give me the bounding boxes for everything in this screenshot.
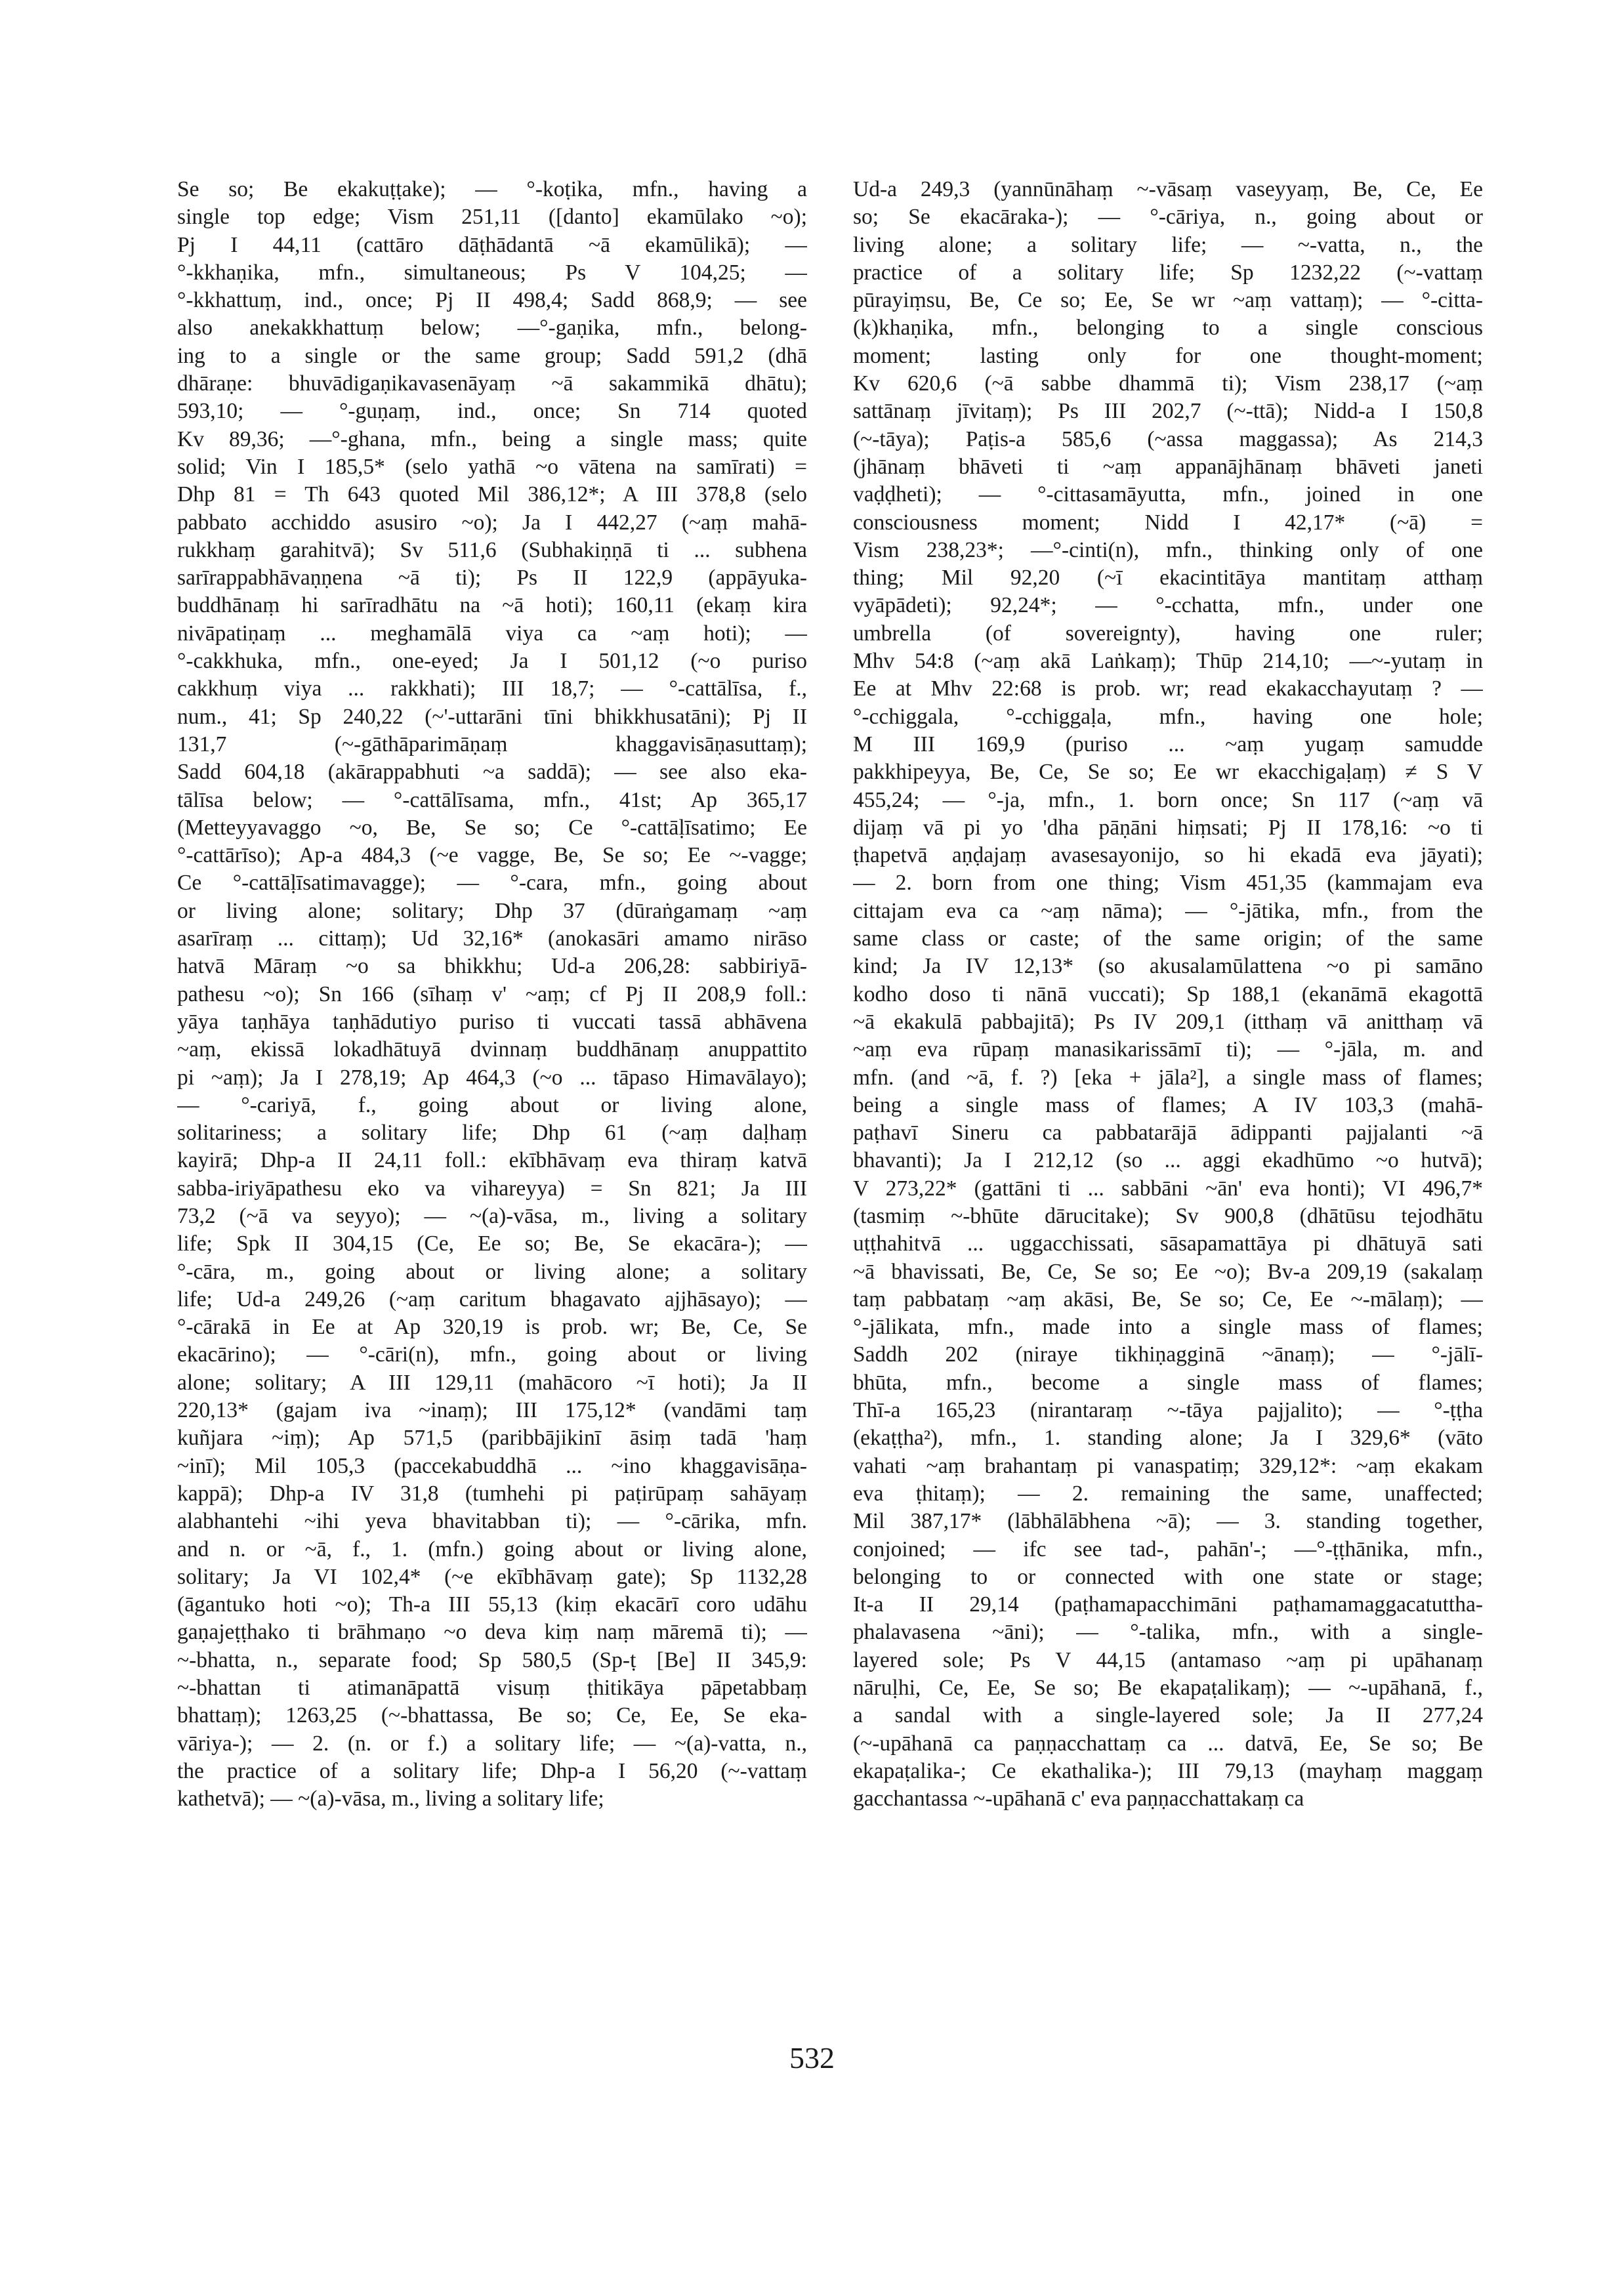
right-column-line: pakkhipeyya, Be, Ce, Se so; Ee wr ekacchigaḷaṃ) ≠ S V	[853, 760, 1483, 785]
left-column-line: solitary; Ja VI 102,4* (~e ekībhāvaṃ gate); Sp 1132,28	[177, 1564, 807, 1589]
left-column-line: single top edge; Vism 251,11 ([danto] ekamūlako ~o);	[177, 205, 807, 230]
right-column-line: Mhv 54:8 (~aṃ akā Laṅkaṃ); Thūp 214,10; —~-yutaṃ in	[853, 649, 1483, 674]
left-column-line: — °-cariyā, f., going about or living alone,	[177, 1092, 807, 1117]
left-column-line: pathesu ~o); Sn 166 (sīhaṃ v' ~aṃ; cf Pj II 208,9 foll.:	[177, 982, 807, 1006]
left-column-line: solitariness; a solitary life; Dhp 61 (~aṃ daḷhaṃ	[177, 1121, 807, 1146]
right-column-line: bhavanti); Ja I 212,12 (so ... aggi ekadhūmo ~o hutvā);	[853, 1148, 1483, 1173]
right-column-line: paṭhavī Sineru ca pabbatarājā ādippanti pajjalanti ~ā	[853, 1121, 1483, 1146]
left-column-line: life; Spk II 304,15 (Ce, Ee so; Be, Se ekacāra-); —	[177, 1231, 807, 1256]
left-column-line: 593,10; — °-guṇaṃ, ind., once; Sn 714 quoted	[177, 399, 807, 424]
right-column-line: ~ā ekakulā pabbajitā); Ps IV 209,1 (itthaṃ vā anitthaṃ vā	[853, 1009, 1483, 1034]
right-column-line: (ekaṭṭha²), mfn., 1. standing alone; Ja I 329,6* (vāto	[853, 1426, 1483, 1451]
right-column-line: cittajam eva ca ~aṃ nāma); — °-jātika, mfn., from the	[853, 898, 1483, 923]
right-column-line: Kv 620,6 (~ā sabbe dhammā ti); Vism 238,17 (~aṃ	[853, 371, 1483, 396]
right-column-line: (~-upāhanā ca paṇṇacchattaṃ ca ... datvā, Ee, Se so; Be	[853, 1731, 1483, 1756]
left-column-line: °-cāra, m., going about or living alone; a solitary	[177, 1259, 807, 1284]
right-column-line: (tasmiṃ ~-bhūte dārucitake); Sv 900,8 (dhātūsu tejodhātu	[853, 1203, 1483, 1228]
right-column-line: phalavasena ~āni); — °-talika, mfn., with a single-	[853, 1620, 1483, 1645]
right-column-line: (k)khaṇika, mfn., belonging to a single conscious	[853, 316, 1483, 341]
right-column-line: being a single mass of flames; A IV 103,3 (mahā-	[853, 1092, 1483, 1117]
right-column-line: belonging to or connected with one state or stage;	[853, 1564, 1483, 1589]
right-column-line: thing; Mil 92,20 (~ī ekacintitāya mantitaṃ atthaṃ	[853, 566, 1483, 590]
left-column-line: (Metteyyavaggo ~o, Be, Se so; Ce °-cattāḷīsatimo; Ee	[177, 815, 807, 840]
left-column-line: bhattaṃ); 1263,25 (~-bhattassa, Be so; Ce, Ee, Se eka-	[177, 1703, 807, 1728]
right-column-line: V 273,22* (gattāni ti ... sabbāni ~ān' eva honti); VI 496,7*	[853, 1176, 1483, 1201]
left-column-line: vāriya-); — 2. (n. or f.) a solitary life; — ~(a)-vatta, n.,	[177, 1731, 807, 1756]
right-column-line: so; Se ekacāraka-); — °-cāriya, n., going about or	[853, 205, 1483, 230]
left-column-line: sabba-iriyāpathesu eko va vihareyya) = Sn 821; Ja III	[177, 1176, 807, 1201]
right-column-line: °-jālikata, mfn., made into a single mass of flames;	[853, 1315, 1483, 1340]
left-column-line: asarīraṃ ... cittaṃ); Ud 32,16* (anokasāri amamo nirāso	[177, 926, 807, 951]
left-column-line: kuñjara ~iṃ); Ap 571,5 (paribbājikinī āsiṃ tadā 'haṃ	[177, 1426, 807, 1451]
right-column-line: layered sole; Ps V 44,15 (antamaso ~aṃ pi upāhanaṃ	[853, 1647, 1483, 1672]
left-column-line: alone; solitary; A III 129,11 (mahācoro ~ī hoti); Ja II	[177, 1370, 807, 1395]
right-column-line: Thī-a 165,23 (nirantaraṃ ~-tāya pajjalito); — °-ṭṭha	[853, 1398, 1483, 1423]
left-column-line: ekacārino); — °-cāri(n), mfn., going about or living	[177, 1342, 807, 1367]
right-column-line: same class or caste; of the same origin; of the same	[853, 926, 1483, 951]
right-column-line: (jhānaṃ bhāveti ti ~aṃ appanājhānaṃ bhāveti janeti	[853, 454, 1483, 479]
left-column-line: 220,13* (gajam iva ~inaṃ); III 175,12* (vandāmi taṃ	[177, 1398, 807, 1423]
right-column-line: sattānaṃ jīvitaṃ); Ps III 202,7 (~-ttā); Nidd-a I 150,8	[853, 399, 1483, 424]
page-number: 532	[789, 2041, 835, 2075]
right-column-line: ~ā bhavissati, Be, Ce, Se so; Ee ~o); Bv-a 209,19 (sakalaṃ	[853, 1259, 1483, 1284]
right-column-line: practice of a solitary life; Sp 1232,22 (~-vattaṃ	[853, 260, 1483, 285]
right-column-line: vyāpādeti); 92,24*; — °-cchatta, mfn., under one	[853, 593, 1483, 618]
right-column-line: ṭhapetvā aṇḍajaṃ avasesayonijo, so hi ekadā eva jāyati);	[853, 843, 1483, 868]
left-column-line: 131,7 (~-gāthāparimāṇaṃ khaggavisāṇasuttaṃ);	[177, 732, 807, 756]
left-column-line: Kv 89,36; —°-ghana, mfn., being a single mass; quite	[177, 426, 807, 451]
right-column-line: mfn. (and ~ā, f. ?) [eka + jāla²], a single mass of flames;	[853, 1065, 1483, 1090]
left-column-line: and n. or ~ā, f., 1. (mfn.) going about or living alone,	[177, 1537, 807, 1561]
right-column-line: consciousness moment; Nidd I 42,17* (~ā) =	[853, 510, 1483, 535]
left-column-line: or living alone; solitary; Dhp 37 (dūraṅgamaṃ ~aṃ	[177, 898, 807, 923]
right-column-line: uṭṭhahitvā ... uggacchissati, sāsapamattāya pi dhātuyā sati	[853, 1231, 1483, 1256]
left-column-line: hatvā Māraṃ ~o sa bhikkhu; Ud-a 206,28: sabbiriyā-	[177, 954, 807, 979]
right-column-line: 455,24; — °-ja, mfn., 1. born once; Sn 117 (~aṃ vā	[853, 787, 1483, 812]
right-column-line: gacchantassa ~-upāhanā c' eva paṇṇacchattakaṃ ca	[853, 1787, 1304, 1811]
right-column-line: pūrayiṃsu, Be, Ce so; Ee, Se wr ~aṃ vattaṃ); — °-citta-	[853, 288, 1483, 313]
left-column-line: 73,2 (~ā va seyyo); — ~(a)-vāsa, m., living a solitary	[177, 1203, 807, 1228]
right-column-line: vahati ~aṃ brahantaṃ pi vanaspatiṃ; 329,12*: ~aṃ ekakam	[853, 1453, 1483, 1478]
left-column-line: tālīsa below; — °-cattālīsama, mfn., 41st; Ap 365,17	[177, 787, 807, 812]
right-column-line: living alone; a solitary life; — ~-vatta, n., the	[853, 232, 1483, 257]
right-column-line: kodho doso ti nānā vuccati); Sp 188,1 (ekanāmā ekagottā	[853, 982, 1483, 1006]
right-column-line: (~-tāya); Paṭis-a 585,6 (~assa maggassa); As 214,3	[853, 426, 1483, 451]
left-column-line: rukkhaṃ garahitvā); Sv 511,6 (Subhakiṇṇā ti ... subhena	[177, 537, 807, 562]
right-column-line: a sandal with a single-layered sole; Ja II 277,24	[853, 1703, 1483, 1728]
left-column-line: kappā); Dhp-a IV 31,8 (tumhehi pi paṭirūpaṃ sahāyaṃ	[177, 1481, 807, 1506]
right-column-line: It-a II 29,14 (paṭhamapacchimāni paṭhamamaggacatuttha-	[853, 1592, 1483, 1617]
left-column-line: °-cakkhuka, mfn., one-eyed; Ja I 501,12 (~o puriso	[177, 649, 807, 674]
left-column-line: °-kkhattuṃ, ind., once; Pj II 498,4; Sadd 868,9; — see	[177, 288, 807, 313]
left-column-line: the practice of a solitary life; Dhp-a I 56,20 (~-vattaṃ	[177, 1758, 807, 1783]
left-column	[177, 176, 807, 1813]
left-column-line: alabhantehi ~ihi yeva bhavitabban ti); — °-cārika, mfn.	[177, 1509, 807, 1534]
left-column-line: °-kkhaṇika, mfn., simultaneous; Ps V 104,25; —	[177, 260, 807, 285]
right-column-line: ~aṃ eva rūpaṃ manasikarissāmī ti); — °-jāla, m. and	[853, 1037, 1483, 1062]
right-column-line: moment; lasting only for one thought-moment;	[853, 343, 1483, 368]
left-column-line: also anekakkhattuṃ below; —°-gaṇika, mfn., belong-	[177, 316, 807, 341]
right-column-line: Mil 387,17* (lābhālābhena ~ā); — 3. standing together,	[853, 1509, 1483, 1534]
right-column-line: Saddh 202 (niraye tikhiṇagginā ~ānaṃ); — °-jālī-	[853, 1342, 1483, 1367]
right-column-line: M III 169,9 (puriso ... ~aṃ yugaṃ samudde	[853, 732, 1483, 756]
left-column-line: kathetvā); — ~(a)-vāsa, m., living a solitary life;	[177, 1787, 604, 1811]
left-column-line: solid; Vin I 185,5* (selo yathā ~o vātena na samīrati) =	[177, 454, 807, 479]
right-column-line: bhūta, mfn., become a single mass of flames;	[853, 1370, 1483, 1395]
right-column	[853, 176, 1483, 1813]
left-column-line: ~-bhattan ti atimanāpattā visuṃ ṭhitikāya pāpetabbaṃ	[177, 1676, 807, 1701]
right-column-line: dijaṃ vā pi yo 'dha pāṇāni hiṃsati; Pj II 178,16: ~o ti	[853, 815, 1483, 840]
left-column-line: sarīrappabhāvaṇṇena ~ā ti); Ps II 122,9 (appāyuka-	[177, 566, 807, 590]
right-column-line: °-cchiggala, °-cchiggaḷa, mfn., having one hole;	[853, 704, 1483, 729]
left-column-line: ~aṃ, ekissā lokadhātuyā dvinnaṃ buddhānaṃ anuppattito	[177, 1037, 807, 1062]
right-column-line: kind; Ja IV 12,13* (so akusalamūlattena ~o pi samāno	[853, 954, 1483, 979]
left-column-line: num., 41; Sp 240,22 (~'-uttarāni tīni bhikkhusatāni); Pj II	[177, 704, 807, 729]
left-column-line: gaṇajeṭṭhako ti brāhmaṇo ~o deva kiṃ naṃ māremā ti); —	[177, 1620, 807, 1645]
left-column-line: Pj I 44,11 (cattāro dāṭhādantā ~ā ekamūlikā); —	[177, 232, 807, 257]
left-column-line: pi ~aṃ); Ja I 278,19; Ap 464,3 (~o ... tāpaso Himavālayo);	[177, 1065, 807, 1090]
right-column-line: conjoined; — ifc see tad-, pahān'-; —°-ṭṭhānika, mfn.,	[853, 1537, 1483, 1561]
left-column-line: °-cārakā in Ee at Ap 320,19 is prob. wr; Be, Ce, Se	[177, 1315, 807, 1340]
right-column-line: Ee at Mhv 22:68 is prob. wr; read ekakacchayutaṃ ? —	[853, 676, 1483, 701]
right-column-line: vaḍḍheti); — °-cittasamāyutta, mfn., joined in one	[853, 482, 1483, 507]
left-column-line: Ce °-cattāḷīsatimavagge); — °-cara, mfn., going about	[177, 871, 807, 896]
left-column-line: (āgantuko hoti ~o); Th-a III 55,13 (kiṃ ekacārī coro udāhu	[177, 1592, 807, 1617]
right-column-line: Vism 238,23*; —°-cinti(n), mfn., thinking only of one	[853, 537, 1483, 562]
left-column-line: Dhp 81 = Th 643 quoted Mil 386,12*; A III 378,8 (selo	[177, 482, 807, 507]
right-column-line: umbrella (of sovereignty), having one ruler;	[853, 621, 1483, 646]
left-column-line: ing to a single or the same group; Sadd 591,2 (dhā	[177, 343, 807, 368]
left-column-line: nivāpatiṇaṃ ... meghamālā viya ca ~aṃ hoti); —	[177, 621, 807, 646]
right-column-line: taṃ pabbataṃ ~aṃ akāsi, Be, Se so; Ce, Ee ~-mālaṃ); —	[853, 1287, 1483, 1312]
right-column-line: ekapaṭalika-; Ce ekathalika-); III 79,13 (mayhaṃ maggaṃ	[853, 1758, 1483, 1783]
left-column-line: yāya taṇhāya taṇhādutiyo puriso ti vuccati tassā abhāvena	[177, 1009, 807, 1034]
left-column-line: dhāraṇe: bhuvādigaṇikavasenāyaṃ ~ā sakammikā dhātu);	[177, 371, 807, 396]
left-column-line: °-cattārīso); Ap-a 484,3 (~e vagge, Be, Se so; Ee ~-vagge;	[177, 843, 807, 868]
right-column-line: Ud-a 249,3 (yannūnāhaṃ ~-vāsaṃ vaseyyaṃ, Be, Ce, Ee	[853, 177, 1483, 201]
left-column-line: ~-bhatta, n., separate food; Sp 580,5 (Sp-ṭ [Be] II 345,9:	[177, 1647, 807, 1672]
left-column-line: kayirā; Dhp-a II 24,11 foll.: ekībhāvaṃ eva thiraṃ katvā	[177, 1148, 807, 1173]
right-column-line: eva ṭhitaṃ); — 2. remaining the same, unaffected;	[853, 1481, 1483, 1506]
left-column-line: Se so; Be ekakuṭṭake); — °-koṭika, mfn., having a	[177, 177, 807, 201]
left-column-line: buddhānaṃ hi sarīradhātu na ~ā hoti); 160,11 (ekaṃ kira	[177, 593, 807, 618]
right-column-line: — 2. born from one thing; Vism 451,35 (kammajam eva	[853, 871, 1483, 896]
right-column-line: nāruḷhi, Ce, Ee, Se so; Be ekapaṭalikaṃ); — ~-upāhanā, f.,	[853, 1676, 1483, 1701]
left-column-line: Sadd 604,18 (akārappabhuti ~a saddā); — see also eka-	[177, 760, 807, 785]
left-column-line: life; Ud-a 249,26 (~aṃ caritum bhagavato ajjhāsayo); —	[177, 1287, 807, 1312]
left-column-line: ~inī); Mil 105,3 (paccekabuddhā ... ~ino khaggavisāṇa-	[177, 1453, 807, 1478]
left-column-line: pabbato acchiddo asusiro ~o); Ja I 442,27 (~aṃ mahā-	[177, 510, 807, 535]
left-column-line: cakkhuṃ viya ... rakkhati); III 18,7; — °-cattālīsa, f.,	[177, 676, 807, 701]
